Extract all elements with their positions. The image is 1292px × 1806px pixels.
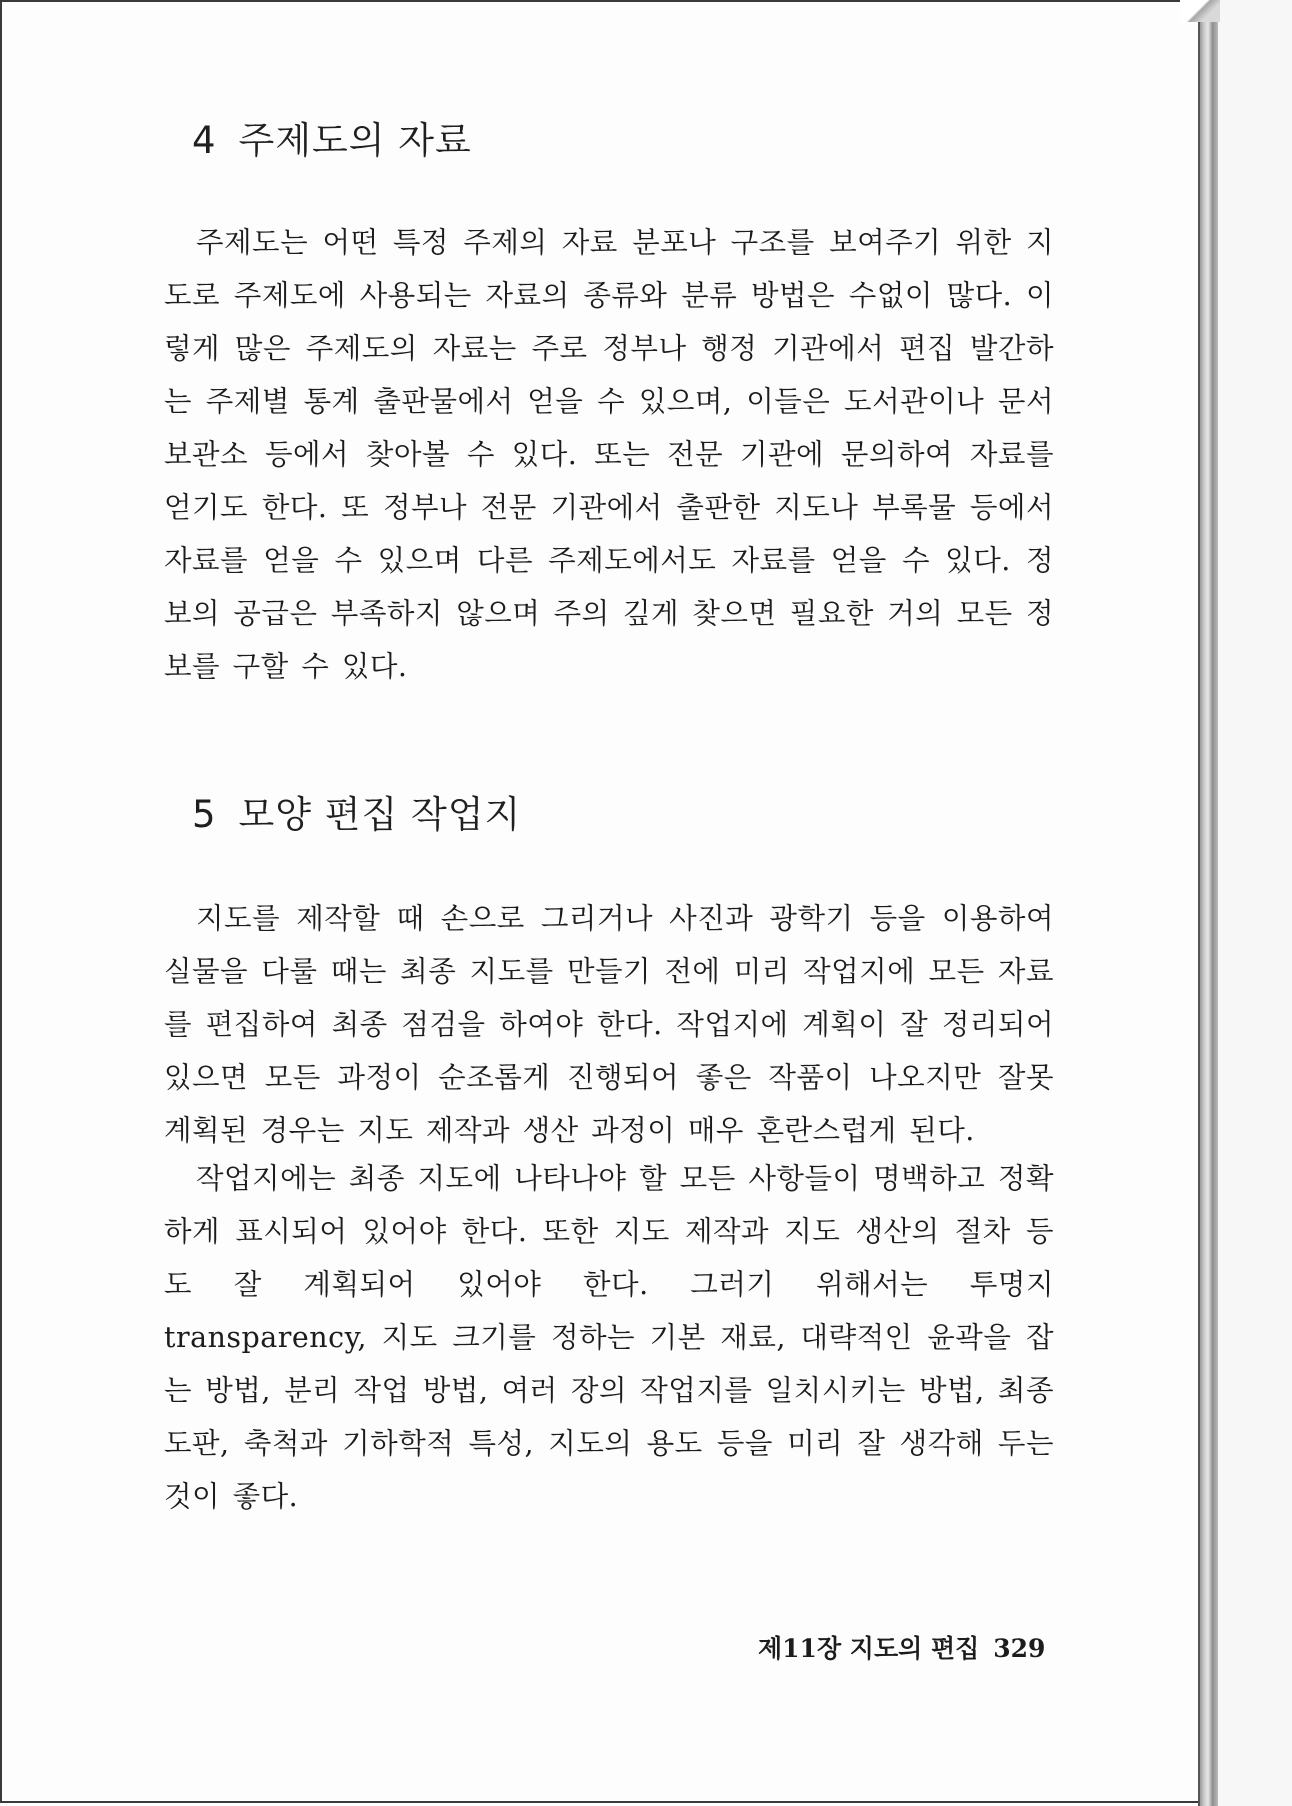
section-4-heading [192, 110, 472, 164]
page-number: 329 [993, 1634, 1046, 1663]
page-footer [758, 1629, 1045, 1665]
scan-margin [1218, 0, 1292, 1806]
page-stack-edge [1200, 0, 1218, 1806]
section-4-paragraph: 주제도는 어떤 특정 주제의 자료 분포나 구조를 보여주기 위한 지도로 주제도에 사용되는 자료의 종류와 분류 방법은 수없이 많다. 이렇게 많은 주제도의 자료는 주로 정부나 행정 기관에서 편집 발간하는 주제별 통계 출판물에서 얻을 수 있으며, 이들은 도서관이나 문서 보관소 등에서 찾아볼 수 있다. 또는 전문 기관에 문의하여 자료를 얻기도 한다. 또 정부나 전문 기관에서 출판한 지도나 부록물 등에서 자료를 얻을 수 있으며 다른 주제도에서도 자료를 얻을 수 있다. 정보의 공급은 부족하지 않으며 주의 깊게 찾으면 필요한 거의 모든 정보를 구할 수 있다. [164, 226, 1054, 683]
section-4-number: 4 [192, 119, 217, 162]
page-corner-fold [1180, 0, 1220, 22]
section-5-heading [192, 784, 521, 838]
section-4-title: 주제도의 자료 [238, 119, 472, 162]
footer-chapter-title: 제11장 지도의 편집 [758, 1634, 980, 1663]
section-5-paragraph-1: 지도를 제작할 때 손으로 그리거나 사진과 광학기 등을 이용하여 실물을 다룰 때는 최종 지도를 만들기 전에 미리 작업지에 모든 자료를 편집하여 최종 점검을 하여야 한다. 작업지에 계획이 잘 정리되어 있으면 모든 과정이 순조롭게 진행되어 좋은 작품이 나오지만 잘못 계획된 경우는 지도 제작과 생산 과정이 매우 혼란스럽게 된다. [164, 902, 1054, 1147]
section-5-paragraph-2: 작업지에는 최종 지도에 나타나야 할 모든 사항들이 명백하고 정확하게 표시되어 있어야 한다. 또한 지도 제작과 지도 생산의 절차 등도 잘 계획되어 있어야 한다. 그러기 위해서는 투명지 transparency, 지도 크기를 정하는 기본 재료, 대략적인 윤곽을 잡는 방법, 분리 작업 방법, 여러 장의 작업지를 일치시키는 방법, 최종 도판, 축척과 기하학적 특성, 지도의 용도 등을 미리 잘 생각해 두는 것이 좋다. [164, 1162, 1054, 1513]
section-5-number: 5 [192, 793, 217, 836]
section-5-title: 모양 편집 작업지 [238, 793, 522, 836]
